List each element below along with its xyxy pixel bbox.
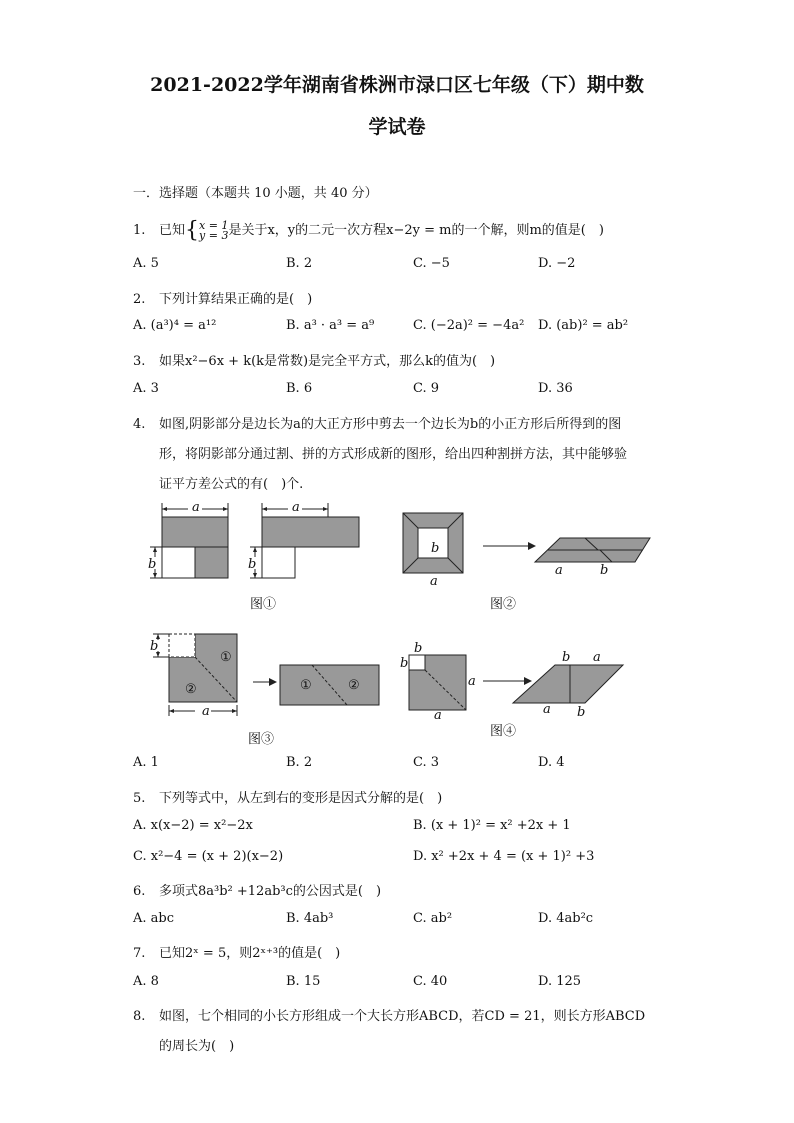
q6-option-c[interactable]: C. ab² (413, 911, 453, 926)
fig4-label-a: a (468, 674, 476, 689)
fig4-label-a3: a (593, 650, 601, 665)
fig1-label-b: b (148, 557, 157, 572)
q7-option-c[interactable]: C. 40 (413, 974, 448, 989)
fig4-label-a2: a (434, 708, 442, 723)
question-number: 7. (133, 946, 146, 961)
fig3-region-1: ① (220, 650, 232, 665)
q6-option-d[interactable]: D. 4ab²c (538, 911, 594, 926)
fig3-region-1b: ① (300, 678, 312, 693)
section-heading: 一．选择题（本题共 10 小题，共 40 分） (133, 186, 378, 201)
q4-option-a[interactable]: A. 1 (133, 755, 159, 770)
q7-text: 已知2ˣ = 5，则2ˣ⁺³的值是( ) (159, 946, 341, 961)
question-number: 8. (133, 1009, 146, 1024)
fig4-label-b: b (414, 641, 423, 656)
fig2-label-b2: b (600, 563, 609, 578)
q6-text: 多项式8a³b² +12ab³c的公因式是( ) (159, 884, 382, 899)
question-1 (133, 218, 604, 243)
fig4-label-b4: b (577, 705, 586, 720)
question-2 (133, 288, 312, 307)
q2-option-d[interactable]: D. (ab)² = ab² (538, 318, 629, 333)
q6-option-b[interactable]: B. 4ab³ (286, 911, 334, 926)
figure-1-caption: 图① (250, 597, 277, 612)
q5-option-b[interactable]: B. (x + 1)² = x² +2x + 1 (413, 818, 571, 833)
question-number: 5. (133, 791, 146, 806)
q3-option-b[interactable]: B. 6 (286, 381, 313, 396)
fig3-region-2: ② (185, 682, 197, 697)
q7-option-d[interactable]: D. 125 (538, 974, 582, 989)
q2-option-b[interactable]: B. a³ · a³ = a⁹ (286, 318, 375, 333)
q8-text-1: 如图，七个相同的小长方形组成一个大长方形ABCD，若CD = 21，则长方形ABCD (159, 1009, 646, 1024)
q2-option-a[interactable]: A. (a³)⁴ = a¹² (133, 318, 217, 333)
figure-2-caption: 图② (490, 597, 517, 612)
q2-option-c[interactable]: C. (−2a)² = −4a² (413, 318, 525, 333)
fig1-label-a2: a (292, 500, 300, 515)
fig4-label-b2: b (400, 656, 409, 671)
figure-3 (145, 630, 385, 720)
q1-text: 是关于x，y的二元一次方程x−2y = m的一个解，则m的值是( ) (228, 223, 604, 238)
question-8-line-2: 的周长为( ) (159, 1039, 235, 1054)
figure-2 (400, 510, 670, 580)
q4-option-c[interactable]: C. 3 (413, 755, 440, 770)
q7-option-b[interactable]: B. 15 (286, 974, 321, 989)
fig2-label-a: a (430, 574, 438, 589)
q4-option-d[interactable]: D. 4 (538, 755, 565, 770)
question-7 (133, 942, 340, 961)
q4-option-b[interactable]: B. 2 (286, 755, 313, 770)
fig2-label-b: b (431, 541, 440, 556)
q2-text: 下列计算结果正确的是( ) (159, 292, 313, 307)
question-number: 3. (133, 354, 146, 369)
q5-option-a[interactable]: A. x(x−2) = x²−2x (133, 818, 253, 833)
title-line-2: 学试卷 (368, 116, 426, 138)
fig4-label-a4: a (543, 702, 551, 717)
title-line-1: 2021-2022学年湖南省株洲市渌口区七年级（下）期中数 (150, 74, 644, 96)
question-number: 2. (133, 292, 146, 307)
system-line-2: y = 3 (199, 228, 229, 242)
q3-text: 如果x²−6x + k(k是常数)是完全平方式，那么k的值为( ) (159, 354, 496, 369)
q5-option-c[interactable]: C. x²−4 = (x + 2)(x−2) (133, 849, 284, 864)
fig3-label-b: b (150, 639, 159, 654)
equation-system (199, 218, 229, 242)
question-number: 1. (133, 223, 146, 238)
question-4-line-1 (133, 413, 621, 432)
figure-4-caption: 图④ (490, 724, 517, 739)
q5-option-d[interactable]: D. x² +2x + 4 = (x + 1)² +3 (413, 849, 595, 864)
question-3 (133, 350, 495, 369)
fig4-label-b3: b (562, 650, 571, 665)
q1-option-c[interactable]: C. −5 (413, 256, 450, 271)
q1-option-b[interactable]: B. 2 (286, 256, 313, 271)
q5-text: 下列等式中，从左到右的变形是因式分解的是( ) (159, 791, 443, 806)
q3-option-d[interactable]: D. 36 (538, 381, 573, 396)
q3-option-c[interactable]: C. 9 (413, 381, 440, 396)
question-4-line-3: 证平方差公式的有( )个. (159, 477, 304, 492)
fig3-region-2b: ② (348, 678, 360, 693)
fig1-label-b2: b (248, 557, 257, 572)
q1-prefix: 已知 (159, 223, 186, 238)
fig3-label-a: a (202, 704, 210, 719)
fig1-label-a: a (192, 500, 200, 515)
q7-option-a[interactable]: A. 8 (133, 974, 159, 989)
question-number: 6. (133, 884, 146, 899)
question-number: 4. (133, 417, 146, 432)
question-4-line-2: 形，将阴影部分通过割、拼的方式形成新的图形，给出四种割拼方法，其中能够验 (159, 447, 628, 462)
question-5 (133, 787, 442, 806)
q4-text-1: 如图,阴影部分是边长为a的大正方形中剪去一个边长为b的小正方形后所得到的图 (159, 417, 622, 432)
q1-option-a[interactable]: A. 5 (133, 256, 159, 271)
q6-option-a[interactable]: A. abc (133, 911, 175, 926)
q1-option-d[interactable]: D. −2 (538, 256, 576, 271)
question-8-line-1 (133, 1005, 645, 1024)
fig2-label-a2: a (555, 563, 563, 578)
question-6 (133, 880, 381, 899)
figure-3-caption: 图③ (248, 732, 275, 747)
q3-option-a[interactable]: A. 3 (133, 381, 159, 396)
system-line-1: x = 1 (199, 218, 229, 232)
brace-icon: { (185, 218, 200, 243)
